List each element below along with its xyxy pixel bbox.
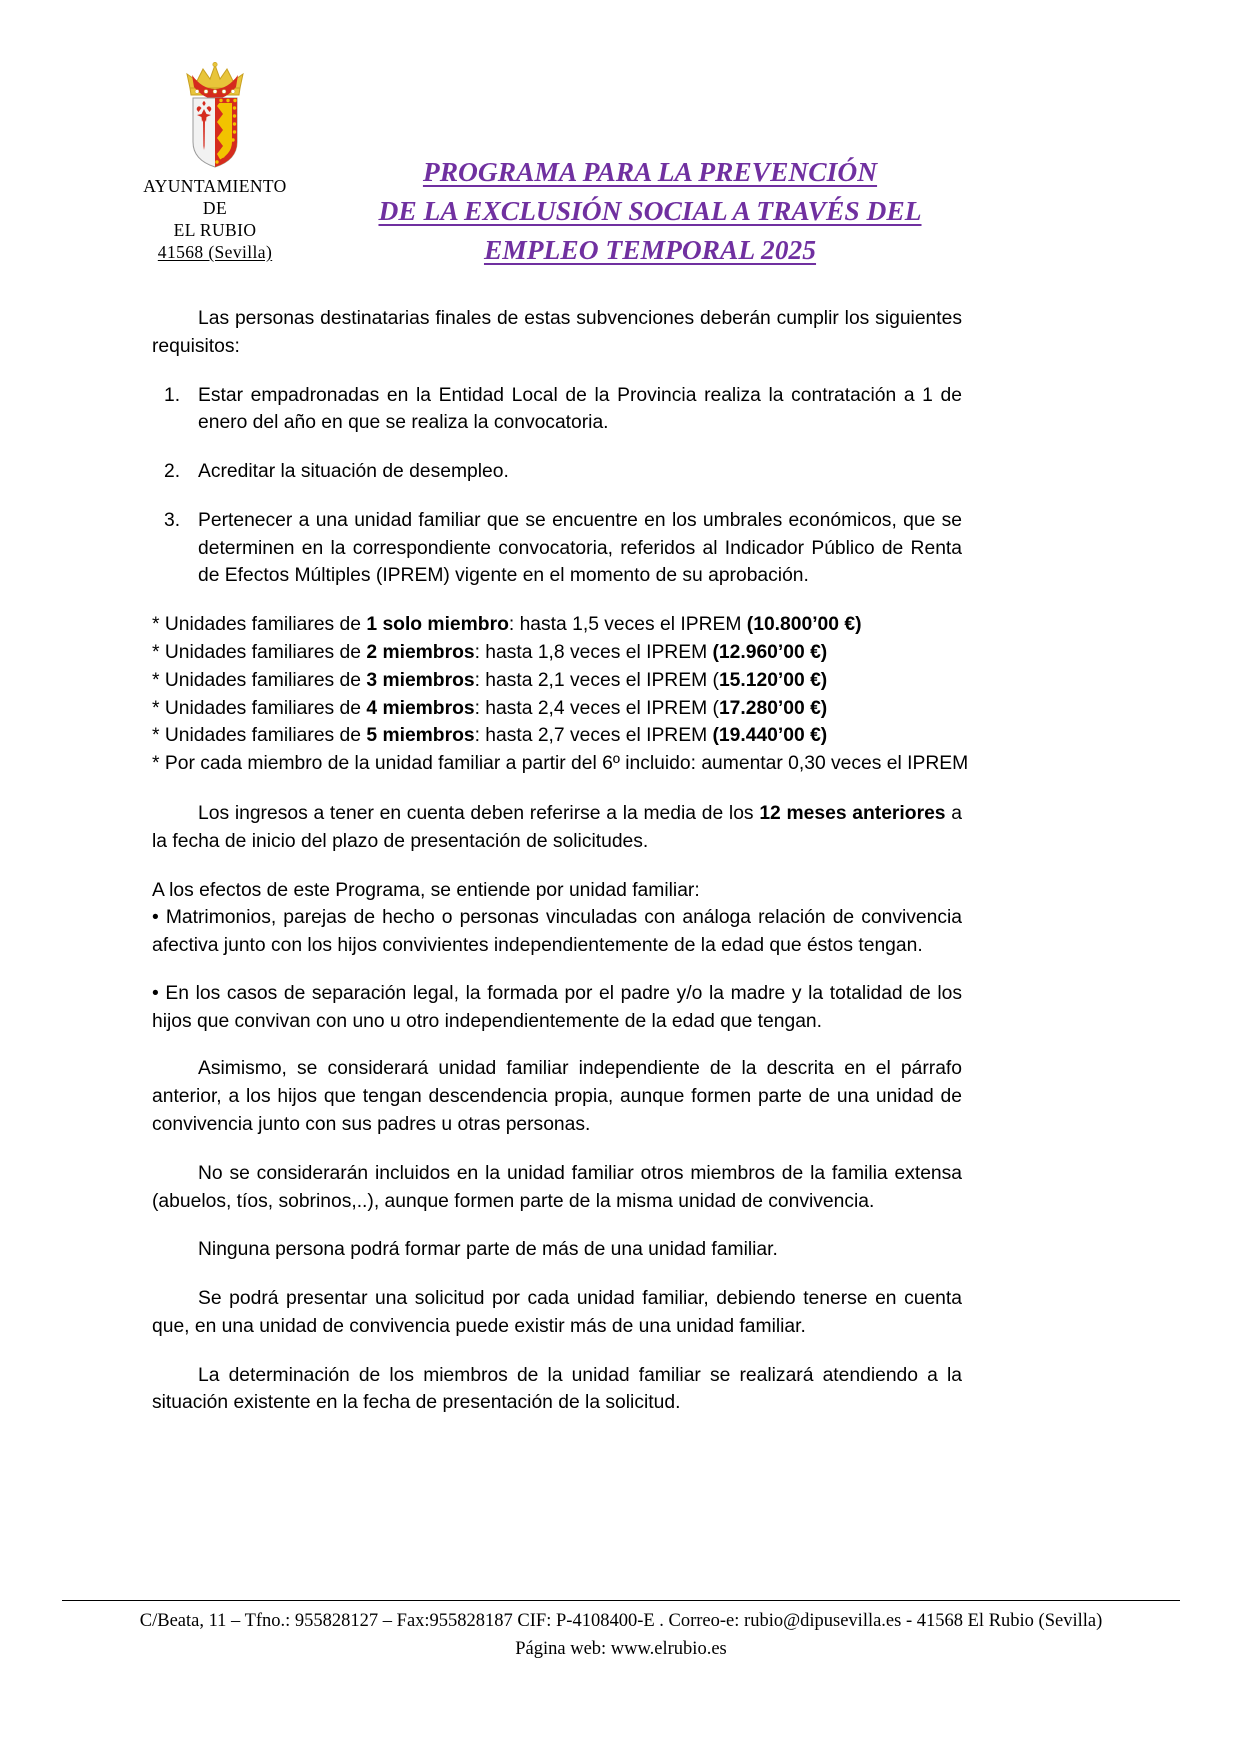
threshold-members: 2 miembros bbox=[366, 642, 475, 664]
threshold-prefix: * Unidades familiares de bbox=[152, 614, 367, 636]
threshold-prefix: * Unidades familiares de bbox=[152, 669, 367, 691]
footer-divider bbox=[62, 1600, 1180, 1601]
income-text-after: a la fecha de inicio del plazo de presentación de solicitudes. bbox=[152, 802, 962, 852]
letterhead-line-1: AYUNTAMIENTO bbox=[143, 176, 287, 196]
paragraph-determinacion: La determinación de los miembros de la unidad familiar se realizará atendiendo a la situación existente en la fecha de presentación de la solicitud. bbox=[152, 1364, 962, 1414]
list-item-number: 1. bbox=[164, 384, 181, 406]
paragraph-ninguna-persona: Ninguna persona podrá formar parte de más de una unidad familiar. bbox=[198, 1239, 778, 1261]
footer-contact-line: C/Beata, 11 – Tfno.: 955828127 – Fax:955828187 CIF: P-4108400-E . Correo-e: rubio@dipusevilla.es - 41568 El Rubio (Sevilla) bbox=[139, 1611, 1103, 1631]
iprem-threshold-row bbox=[152, 639, 962, 667]
paragraph-no-incluidos: No se considerarán incluidos en la unidad familiar otros miembros de la familia extensa (abuelos, tíos, sobrinos,..), aunque formen parte de la misma unidad de convivencia. bbox=[152, 1162, 962, 1212]
list-item bbox=[152, 382, 962, 438]
list-item-text: Acreditar la situación de desempleo. bbox=[198, 461, 509, 483]
intro-paragraph: Las personas destinatarias finales de estas subvenciones deberán cumplir los siguientes requisitos: bbox=[152, 308, 962, 357]
paragraph-solicitud: Se podrá presentar una solicitud por cada unidad familiar, debiendo tenerse en cuenta que, en una unidad de convivencia puede existir más de una unidad familiar. bbox=[152, 1288, 962, 1337]
threshold-members: 1 solo miembro bbox=[366, 614, 509, 636]
page-title-line-1: PROGRAMA PARA LA PREVENCIÓN bbox=[422, 156, 878, 187]
list-item-number: 2. bbox=[164, 461, 181, 483]
threshold-amount: (19.440’00 €) bbox=[712, 725, 828, 747]
iprem-threshold-row bbox=[152, 695, 962, 723]
document-header bbox=[0, 0, 1241, 285]
threshold-members: 4 miembros bbox=[366, 697, 475, 719]
income-period: 12 meses anteriores bbox=[759, 802, 946, 824]
threshold-amount: (10.800’00 €) bbox=[746, 614, 862, 636]
document-footer bbox=[62, 1608, 1180, 1664]
page-title bbox=[340, 152, 960, 269]
page-title-line-2: DE LA EXCLUSIÓN SOCIAL A TRAVÉS DEL bbox=[378, 195, 922, 227]
threshold-members: 3 miembros bbox=[366, 669, 475, 691]
list-item-number: 3. bbox=[164, 509, 181, 531]
threshold-amount: 15.120’00 €) bbox=[718, 669, 828, 691]
letterhead-postal-code: 41568 (Sevilla) bbox=[157, 241, 273, 262]
letterhead-line-3: EL RUBIO bbox=[173, 219, 257, 240]
list-item bbox=[152, 507, 962, 590]
threshold-multiplier: : hasta 2,4 veces el IPREM ( bbox=[474, 697, 719, 719]
requirements-list bbox=[152, 382, 962, 591]
threshold-prefix: * Unidades familiares de bbox=[152, 697, 367, 719]
list-item-text: Estar empadronadas en la Entidad Local de la Provincia realiza la contratación a 1 de enero del año en que se realiza la convocatoria. bbox=[198, 384, 962, 434]
iprem-threshold-row bbox=[152, 611, 962, 639]
paragraph-asimismo: Asimismo, se considerará unidad familiar independiente de la descrita en el párrafo anterior, a los hijos que tengan descendencia propia, aunque formen parte de una unidad de convivencia junto con sus padres u otras personas. bbox=[152, 1058, 962, 1135]
letterhead bbox=[95, 62, 335, 264]
family-unit-heading: A los efectos de este Programa, se entiende por unidad familiar: bbox=[152, 879, 700, 901]
threshold-multiplier: : hasta 1,8 veces el IPREM bbox=[474, 642, 713, 664]
family-unit-bullet-1: • Matrimonios, parejas de hecho o personas vinculadas con análoga relación de convivencia afectiva junto con los hijos convivientes independientemente de la edad que éstos tengan. bbox=[152, 907, 962, 957]
coat-of-arms-icon bbox=[176, 62, 254, 170]
income-paragraph bbox=[152, 800, 962, 856]
threshold-amount: 17.280’00 €) bbox=[718, 697, 828, 719]
iprem-threshold-list bbox=[152, 611, 969, 778]
iprem-threshold-row bbox=[152, 722, 962, 750]
page-title-line-3: EMPLEO TEMPORAL 2025 bbox=[483, 234, 817, 266]
income-text-before: Los ingresos a tener en cuenta deben referirse a la media de los bbox=[198, 802, 760, 824]
threshold-amount: (12.960’00 €) bbox=[712, 642, 828, 664]
letterhead-line-2: DE bbox=[202, 197, 228, 218]
list-item-text: Pertenecer a una unidad familiar que se encuentre en los umbrales económicos, que se determinen en la correspondiente convocatoria, referidos al Indicador Público de Renta de Efectos Múltiples (IPREM) vigente en el momento de su aprobación. bbox=[198, 509, 962, 587]
threshold-members: 5 miembros bbox=[366, 725, 475, 747]
threshold-multiplier: : hasta 1,5 veces el IPREM bbox=[508, 614, 747, 636]
iprem-extra-member-row: * Por cada miembro de la unidad familiar a partir del 6º incluido: aumentar 0,30 veces el IPREM bbox=[152, 753, 969, 775]
family-unit-bullet-2: • En los casos de separación legal, la formada por el padre y/o la madre y la totalidad de los hijos que convivan con uno u otro independientemente de la edad que tengan. bbox=[152, 982, 962, 1032]
iprem-threshold-row bbox=[152, 667, 962, 695]
list-item bbox=[152, 458, 962, 486]
footer-website-line: Página web: www.elrubio.es bbox=[515, 1638, 727, 1659]
document-body bbox=[152, 305, 969, 1438]
threshold-prefix: * Unidades familiares de bbox=[152, 642, 367, 664]
threshold-multiplier: : hasta 2,7 veces el IPREM bbox=[474, 725, 713, 747]
threshold-prefix: * Unidades familiares de bbox=[152, 725, 367, 747]
threshold-multiplier: : hasta 2,1 veces el IPREM ( bbox=[474, 669, 719, 691]
